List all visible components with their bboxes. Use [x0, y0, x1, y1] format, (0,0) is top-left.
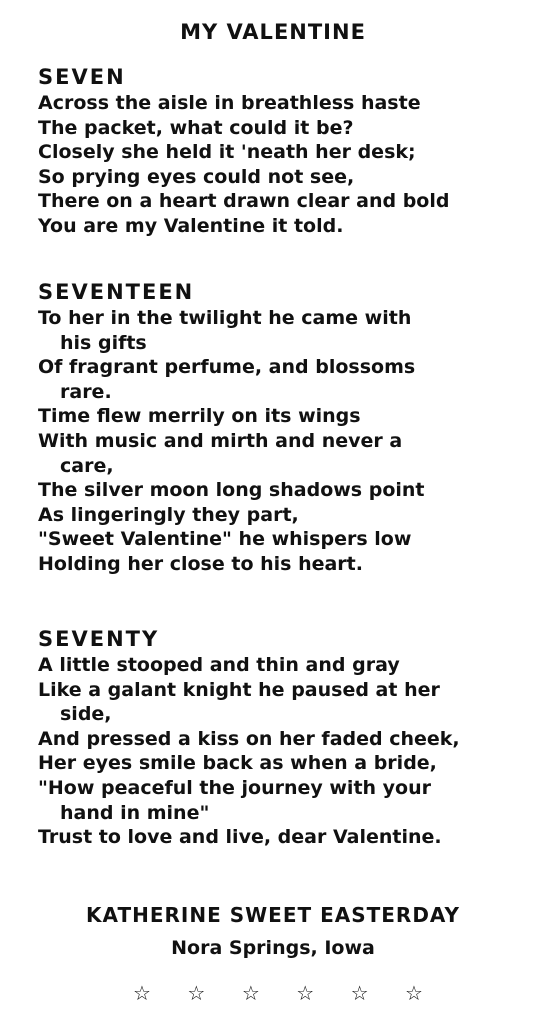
poem-line-continuation: rare. — [60, 380, 112, 403]
stanza-seven — [38, 64, 518, 239]
poem-author: KATHERINE SWEET EASTERDAY — [86, 903, 460, 927]
star-icon: ☆ — [241, 981, 260, 1005]
poem-line: Like a galant knight he paused at her — [38, 678, 440, 701]
poem-line: Her eyes smile back as when a bride, — [38, 752, 437, 775]
poem-line: A little stooped and thin and gray — [38, 654, 400, 676]
star-icon: ☆ — [187, 981, 206, 1005]
poem-line: The silver moon long shadows point — [38, 479, 425, 502]
poem-line: "Sweet Valentine" he whispers low — [38, 528, 412, 551]
poem-line-continuation: his gifts — [60, 331, 147, 354]
stanza-heading: SEVENTEEN — [38, 280, 195, 304]
poem-title: MY VALENTINE — [180, 20, 366, 44]
star-divider — [133, 982, 423, 1004]
poem-line: So prying eyes could not see, — [38, 165, 355, 188]
stanza-seventy — [38, 626, 518, 850]
stanza-heading: SEVENTY — [38, 627, 160, 651]
poem-line: And pressed a kiss on her faded cheek, — [38, 727, 460, 750]
poem-line: "How peaceful the journey with your — [38, 776, 432, 799]
star-icon: ☆ — [296, 981, 315, 1005]
stanza-seventeen — [38, 279, 518, 577]
poem-line: With music and mirth and never a — [38, 429, 403, 452]
poem-line: Time flew merrily on its wings — [38, 405, 361, 428]
poem-line-continuation: side, — [60, 703, 112, 726]
poem-line: Across the aisle in breathless haste — [38, 92, 421, 114]
poem-line-continuation: care, — [60, 454, 114, 477]
star-icon: ☆ — [405, 981, 423, 1005]
poem-line: Holding her close to his heart. — [38, 552, 363, 575]
poem-line: The packet, what could it be? — [38, 116, 354, 139]
poem-line: You are my Valentine it told. — [38, 214, 344, 237]
poem-line: There on a heart drawn clear and bold — [38, 190, 450, 213]
author-location: Nora Springs, Iowa — [171, 937, 375, 959]
poem-line-continuation: hand in mine" — [60, 801, 210, 824]
poem-line: As lingeringly they part, — [38, 503, 299, 526]
poem-line: To her in the twilight he came with — [38, 307, 412, 329]
star-icon: ☆ — [133, 981, 151, 1005]
poem-line: Of fragrant perfume, and blossoms — [38, 356, 416, 379]
poem-line: Closely she held it 'neath her desk; — [38, 141, 416, 164]
stanza-heading: SEVEN — [38, 65, 126, 89]
star-icon: ☆ — [350, 981, 369, 1005]
poem-line: Trust to love and live, dear Valentine. — [38, 826, 442, 849]
